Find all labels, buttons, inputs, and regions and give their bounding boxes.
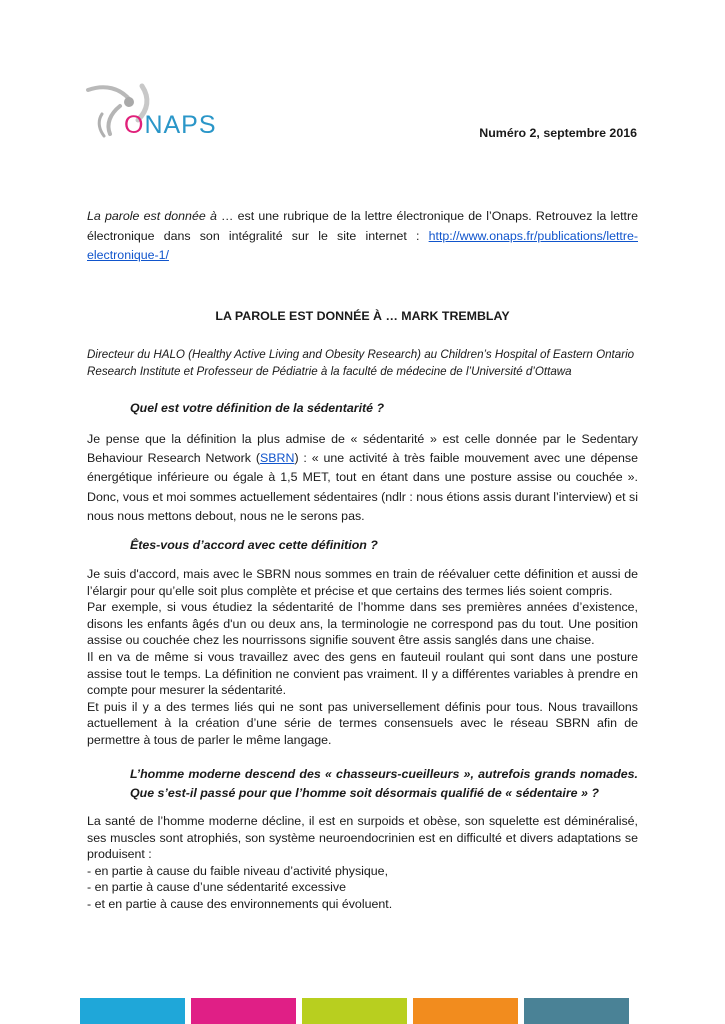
- intro-text: … est une rubrique de la lettre électronique de l’Onaps. Retrouvez la lettre électronique dans son intégralité sur le site internet :: [87, 209, 639, 243]
- answer-2-paragraph: Je suis d'accord, mais avec le SBRN nous sommes en train de réévaluer cette définition et aussi de l’élargir pour qu’elle soit plus complète et précise et que certains des termes liés soient compris.: [87, 567, 638, 598]
- logo-wordmark-o: O: [124, 111, 145, 139]
- answer-1: [87, 430, 638, 526]
- answer-3-paragraph: La santé de l’homme moderne décline, il est en surpoids et obèse, son squelette est déminéralisé, ses muscles sont atrophiés, son système neuroendocrinien est en difficulté et divers adaptations se produisent :: [87, 814, 638, 862]
- footer-stripe-magenta: [191, 998, 296, 1024]
- answer-3-bullet: - et en partie à cause des environnements qui évoluent.: [87, 896, 393, 911]
- intro-paragraph: [87, 207, 638, 266]
- issue-label: Numéro 2, septembre 2016: [479, 126, 637, 140]
- onaps-logo: [80, 80, 230, 142]
- footer-color-bar: [80, 998, 634, 1024]
- question-1: Quel est votre définition de la sédentarité ?: [130, 401, 385, 415]
- answer-3-bullet: - en partie à cause du faible niveau d’activité physique,: [87, 863, 389, 878]
- sbrn-link[interactable]: SBRN: [260, 451, 295, 466]
- article-title: LA PAROLE EST DONNÉE À … MARK TREMBLAY: [215, 309, 510, 323]
- answer-2-paragraph: Par exemple, si vous étudiez la sédentarité de l’homme dans ses premières années d’existence, disons les enfants âgés d'un ou deux ans, la terminologie ne correspond pas du tout. Une position assise ou couchée chez les nourrissons signifie souvent être assis sanglés dans une chaise.: [87, 600, 638, 648]
- footer-stripe-green: [302, 998, 407, 1024]
- newsletter-link[interactable]: http://www.onaps.fr/publications/lettre-electronique-1/: [87, 228, 638, 262]
- question-3: L’homme moderne descend des « chasseurs-cueilleurs », autrefois grands nomades. Que s’est-il passé pour que l’homme soit désormais qualifié de « sédentaire » ?: [130, 767, 638, 800]
- intro-italic-lead: La parole est donnée à: [87, 209, 217, 223]
- article-subtitle: Directeur du HALO (Healthy Active Living and Obesity Research) au Children’s Hospital of Eastern Ontario Research Institute et Professeur de Pédiatrie à la faculté de médecine de l’Université d’Ottawa: [87, 348, 635, 378]
- answer-3: [87, 813, 638, 913]
- answer-1-text-after: ) : « une activité à très faible mouvement avec une dépense énergétique inférieure ou égale à 1,5 MET, tout en étant dans une posture assise ou couchée ». Donc, vous et moi sommes actuellement sédentaires (ndlr : nous étions assis durant l’interview) et si nous nous mettons debout, nous ne le serons pas.: [87, 451, 638, 523]
- answer-3-bullet: - en partie à cause d’une sédentarité excessive: [87, 880, 346, 895]
- logo-wordmark: [124, 111, 217, 140]
- answer-2-paragraph: Et puis il y a des termes liés qui ne sont pas universellement définis pour tous. Nous travaillons actuellement à la création d’une série de termes consensuels avec le réseau SBRN afin de permettre à tous de parler le même langage.: [87, 699, 638, 747]
- footer-stripe-slate: [524, 998, 629, 1024]
- answer-1-text-before: Je pense que la définition la plus admise de « sédentarité » est celle donnée par le Sedentary Behaviour Research Network (: [87, 432, 638, 466]
- footer-stripe-blue: [80, 998, 185, 1024]
- question-2: Êtes-vous d’accord avec cette définition ?: [130, 538, 378, 552]
- logo-wordmark-rest: NAPS: [144, 111, 217, 139]
- footer-stripe-orange: [413, 998, 518, 1024]
- answer-2: [87, 566, 638, 749]
- answer-2-paragraph: Il en va de même si vous travaillez avec des gens en fauteuil roulant qui sont dans une posture assise tout le temps. La définition ne convient pas vraiment. Il y a différentes variables à prendre en compte pour mesurer la sédentarité.: [87, 649, 638, 698]
